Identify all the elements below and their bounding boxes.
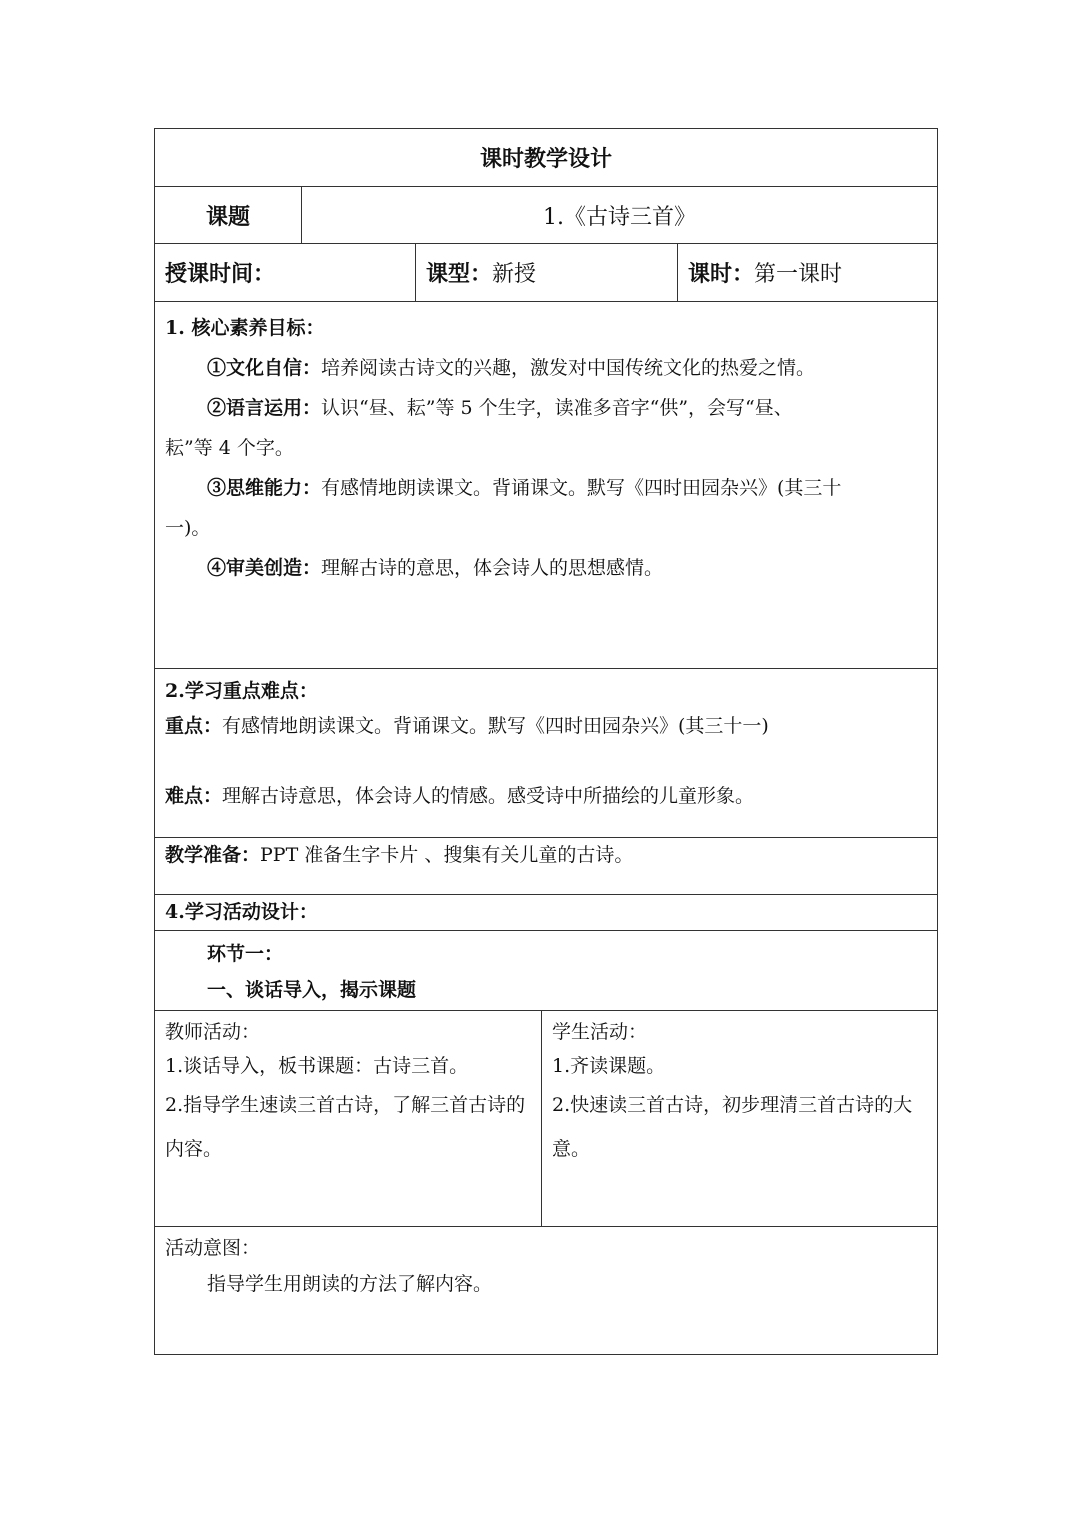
topic-row bbox=[155, 187, 937, 244]
teach-time-cell bbox=[155, 244, 416, 301]
period-cell bbox=[678, 244, 937, 301]
preparation: 教学准备：PPT 准备生字卡片 、搜集有关儿童的古诗。 bbox=[165, 844, 634, 866]
goal-4: ④审美创造：理解古诗的意思，体会诗人的思想感情。 bbox=[207, 557, 664, 579]
goals-section bbox=[155, 302, 937, 668]
activity-heading-row bbox=[155, 895, 937, 931]
goal-2: ②语言运用：认识“昼、耘”等 5 个生字，读准多音字“供”，会写“昼、 bbox=[207, 397, 793, 419]
period-value: 第一课时 bbox=[754, 262, 843, 287]
activity-heading: 4.学习活动设计： bbox=[165, 901, 318, 923]
table-title: 课时教学设计 bbox=[479, 146, 612, 172]
goal-3: ③思维能力：有感情地朗读课文。背诵课文。默写《四时田园杂兴》(其三十 bbox=[207, 477, 842, 499]
intent-section bbox=[155, 1227, 937, 1354]
stage-label: 环节一： bbox=[207, 943, 284, 965]
lesson-type-label: 课型： bbox=[426, 261, 493, 287]
intent-heading: 活动意图： bbox=[165, 1237, 261, 1259]
keypoint-difficulty: 难点：理解古诗意思，体会诗人的情感。感受诗中所描绘的儿童形象。 bbox=[165, 785, 755, 807]
lesson-type-cell bbox=[416, 244, 678, 301]
teacher-activity-2: 2.指导学生速读三首古诗，了解三首古诗的内容。 bbox=[165, 1094, 526, 1160]
intent-text: 指导学生用朗读的方法了解内容。 bbox=[207, 1273, 493, 1295]
goals-heading: 1. 核心素养目标： bbox=[165, 317, 325, 339]
student-activity-2: 2.快速读三首古诗，初步理清三首古诗的大意。 bbox=[552, 1094, 913, 1160]
teach-time-label: 授课时间： bbox=[165, 261, 276, 287]
topic-label: 课题 bbox=[155, 187, 302, 243]
lesson-design-table bbox=[154, 128, 938, 1355]
keypoint-focus: 重点：有感情地朗读课文。背诵课文。默写《四时田园杂兴》(其三十一) bbox=[165, 715, 769, 737]
goals-row bbox=[155, 302, 937, 669]
title-row bbox=[155, 129, 937, 187]
lesson-type-value: 新授 bbox=[492, 262, 537, 287]
activities-row bbox=[155, 1011, 937, 1227]
period-label: 课时： bbox=[688, 261, 755, 287]
goal-1: ①文化自信：培养阅读古诗文的兴趣，激发对中国传统文化的热爱之情。 bbox=[207, 357, 816, 379]
teacher-activity-heading: 教师活动： bbox=[165, 1021, 261, 1043]
teacher-activity-1: 1.谈话导入，板书课题：古诗三首。 bbox=[165, 1055, 469, 1077]
student-activity-heading: 学生活动： bbox=[552, 1021, 648, 1043]
preparation-row bbox=[155, 838, 937, 895]
stage-row bbox=[155, 931, 937, 1011]
keypoints-row bbox=[155, 669, 937, 838]
stage-section bbox=[155, 931, 937, 1010]
goal-3-cont: 一)。 bbox=[165, 517, 211, 539]
stage-title: 一、谈话导入，揭示课题 bbox=[207, 979, 417, 1001]
schedule-row bbox=[155, 244, 937, 302]
student-activity-1: 1.齐读课题。 bbox=[552, 1055, 666, 1077]
topic-value: 1.《古诗三首》 bbox=[543, 204, 696, 230]
intent-row bbox=[155, 1227, 937, 1354]
keypoints-section bbox=[155, 669, 937, 837]
keypoints-heading: 2.学习重点难点： bbox=[165, 680, 318, 702]
student-activity bbox=[542, 1011, 937, 1226]
teacher-activity bbox=[155, 1011, 542, 1226]
goal-2-cont: 耘”等 4 个字。 bbox=[165, 437, 294, 459]
